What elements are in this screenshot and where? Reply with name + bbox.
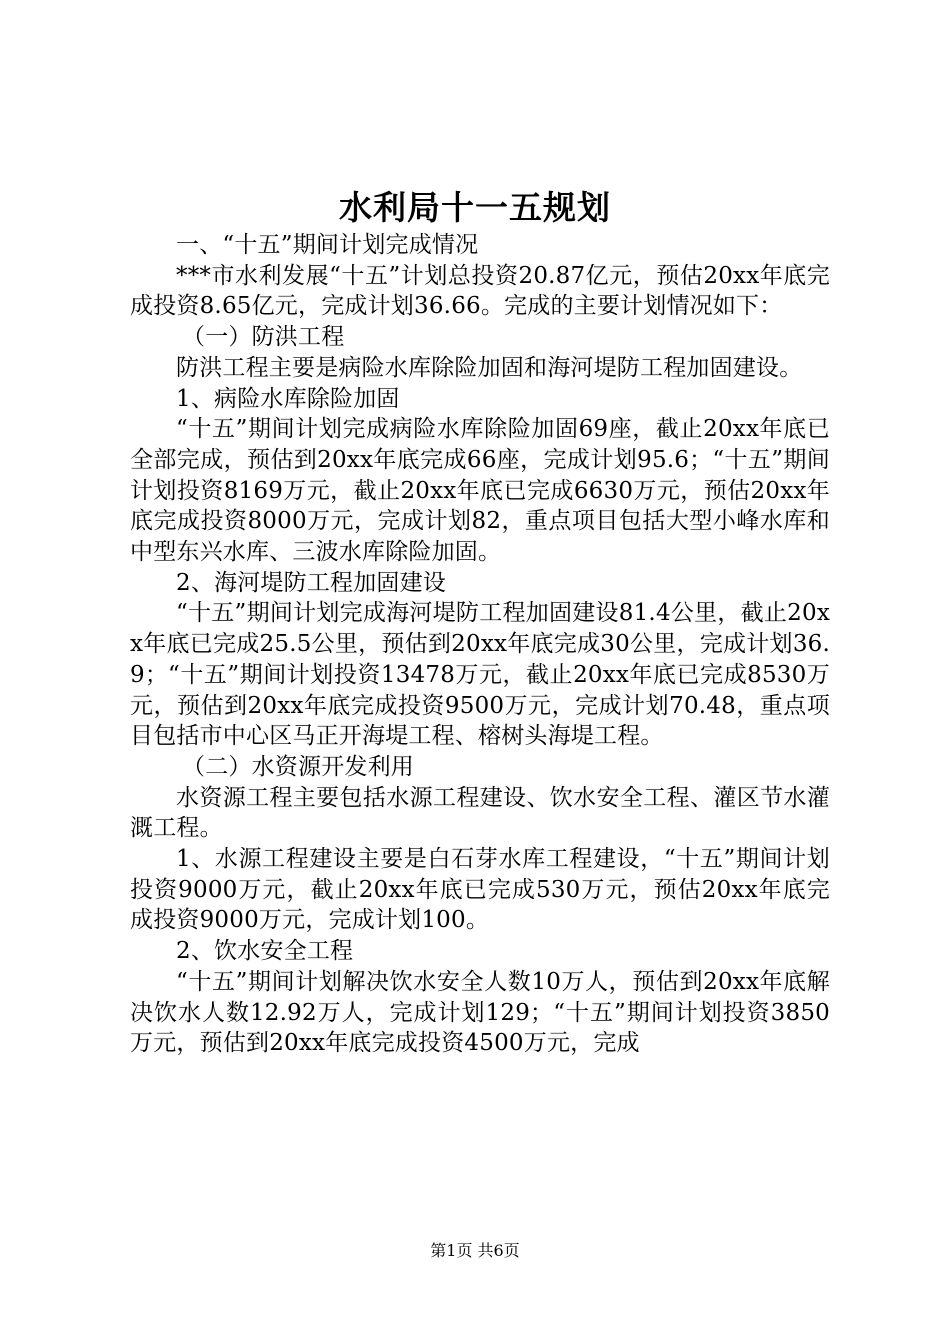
paragraph: “十五”期间计划完成病险水库除险加固69座，截止20xx年底已全部完成，预估到20xx年底完成66座，完成计划95.6；“十五”期间计划投资8169万元，截止20xx年底已完成6630万元，预估20xx年底完成投资8000万元，完成计划82，重点项目包括大型小峰水库和中型东兴水库、三波水库除险加固。 <box>130 416 830 566</box>
paragraph: 1、水源工程建设主要是白石芽水库工程建设，“十五”期间计划投资9000万元，截止20xx年底已完成530万元，预估20xx年底完成投资9000万元，完成计划100。 <box>130 846 830 934</box>
paragraph: “十五”期间计划完成海河堤防工程加固建设81.4公里，截止20xx年底已完成25.5公里，预估到20xx年底完成30公里，完成计划36.9；“十五”期间计划投资13478万元，截止20xx年底已完成8530万元，预估到20xx年底完成投资9500万元，完成计划70.48，重点项目包括市中心区马正开海堤工程、榕树头海堤工程。 <box>130 600 830 750</box>
item-heading: 1、病险水库除险加固 <box>176 385 400 412</box>
paragraph: “十五”期间计划解决饮水安全人数10万人，预估到20xx年底解决饮水人数12.92万人，完成计划129；“十五”期间计划投资3850万元，预估到20xx年底完成投资4500万元，完成 <box>130 968 830 1057</box>
paragraph: 防洪工程主要是病险水库除险加固和海河堤防工程加固建设。 <box>176 354 803 381</box>
page-footer: 第1页 共6页 <box>430 1241 520 1260</box>
section-heading: 一、“十五”期间计划完成情况 <box>176 232 479 258</box>
paragraph: 水资源工程主要包括水源工程建设、饮水安全工程、灌区节水灌溉工程。 <box>130 784 830 842</box>
subsection-heading: （二）水资源开发利用 <box>182 753 414 780</box>
document-title: 水利局十一五规划 <box>339 188 611 227</box>
paragraph: ***市水利发展“十五”计划总投资20.87亿元，预估20xx年底完成投资8.65亿元，完成计划36.66。完成的主要计划情况如下： <box>130 262 830 320</box>
subsection-heading: （一）防洪工程 <box>182 324 345 351</box>
item-heading: 2、饮水安全工程 <box>176 938 354 965</box>
document-body <box>130 230 830 1059</box>
item-heading: 2、海河堤防工程加固建设 <box>176 569 447 596</box>
